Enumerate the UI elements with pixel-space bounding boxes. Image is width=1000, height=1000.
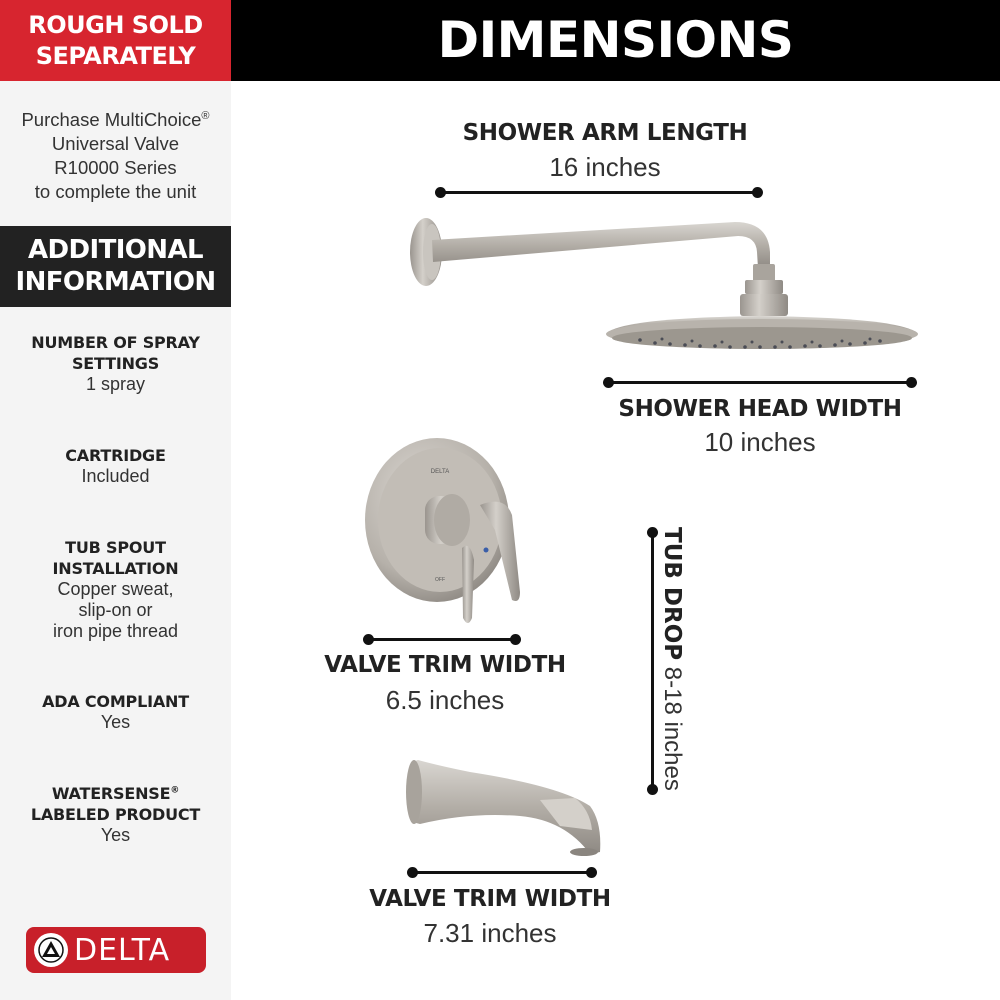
info-label: SETTINGS	[71, 354, 160, 373]
shower-head-width-label: SHOWER HEAD WIDTH	[618, 396, 902, 422]
info-value: iron pipe thread	[52, 621, 179, 641]
purchase-note-line-4: to complete the unit	[34, 181, 197, 202]
purchase-note-line-3: R10000 Series	[54, 157, 177, 178]
info-value: Yes	[100, 825, 131, 845]
info-value: 1 spray	[85, 374, 146, 394]
tub-spout-dimension-line	[412, 871, 592, 874]
registered-mark: ®	[201, 109, 210, 122]
info-value: slip-on or	[78, 600, 153, 620]
info-label: LABELED PRODUCT	[30, 805, 201, 824]
shower-arm	[432, 222, 788, 316]
valve-trim-width-value: 6.5 inches	[385, 685, 505, 715]
additional-banner-line-2: INFORMATION	[15, 267, 216, 297]
shower-head-width-value: 10 inches	[704, 427, 816, 457]
info-label: CARTRIDGE	[65, 446, 166, 465]
info-label: TUB SPOUT	[65, 538, 166, 557]
valve-trim	[365, 438, 520, 623]
valve-trim-width-label: VALVE TRIM WIDTH	[324, 652, 566, 678]
info-value: Included	[81, 466, 150, 486]
info-label: INSTALLATION	[52, 559, 179, 578]
tub-spout-width-value: 7.31 inches	[423, 918, 557, 948]
valve-brand-mark: DELTA	[430, 469, 450, 475]
tub-drop-value: 8-18 inches	[659, 666, 686, 791]
tub-spout	[406, 760, 600, 856]
info-value: Yes	[100, 712, 131, 732]
tub-drop-label: TUB DROP	[659, 527, 685, 661]
valve-off-mark: OFF	[435, 577, 445, 583]
dimensions-header: DIMENSIONS	[231, 0, 1000, 81]
shower-arm-length-value: 16 inches	[549, 152, 661, 182]
registered-mark: ®	[170, 785, 180, 796]
rough-banner-line-2: SEPARATELY	[35, 42, 196, 70]
purchase-note-line-2: Universal Valve	[51, 133, 180, 154]
info-label: ADA COMPLIANT	[42, 692, 189, 711]
delta-logo-text: DELTA	[74, 932, 171, 968]
tub-drop-text	[658, 527, 686, 791]
info-label: WATERSENSE	[51, 784, 171, 803]
shower-head	[606, 316, 918, 349]
info-label: NUMBER OF SPRAY	[31, 333, 200, 352]
tub-drop-dimension-line	[651, 532, 654, 790]
valve-trim-dimension-line	[368, 638, 516, 641]
shower-arm-dimension-line	[440, 191, 758, 194]
shower-arm-length-label: SHOWER ARM LENGTH	[462, 120, 748, 146]
rough-banner-line-1: ROUGH SOLD	[28, 11, 203, 39]
purchase-note-line-1: Purchase MultiChoice	[21, 109, 202, 130]
additional-banner-line-1: ADDITIONAL	[28, 235, 203, 265]
info-value: Copper sweat,	[57, 579, 174, 599]
shower-head-dimension-line	[608, 381, 912, 384]
tub-spout-width-label: VALVE TRIM WIDTH	[369, 886, 611, 912]
